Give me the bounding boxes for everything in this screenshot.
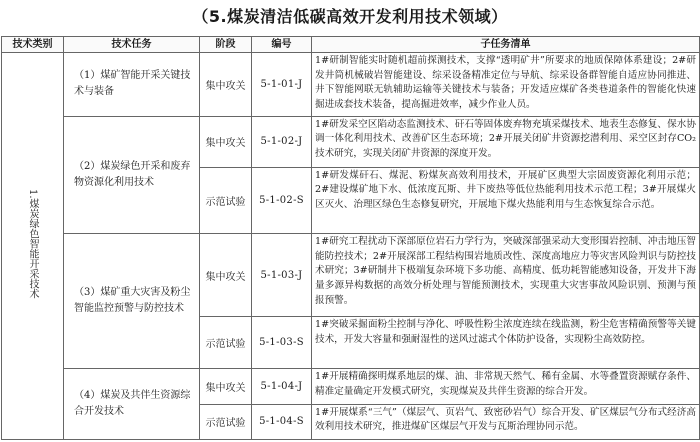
subtask-cell: 1#研制智能实时随机超前探测技术，支撑“透明矿井”所要求的地质保障体系建设；2#研发井筒机械破岩智能建设、综采设备精准定位与导航、综采设备群智能自适应协同推进、井下智能网联无轨辅助运输等关键技术与装备；开发适应煤矿各类巷道条件的智能化快速掘进成套技术装备，提高掘进效率，减少作业人员。 [312,53,700,117]
subtask-cell: 1#开展精确探明煤系地层的煤、油、非常规天然气、稀有金属、水等叠置资源赋存条件、精准定量确定开发模式研究，实现煤炭及共伴生资源的综合开发。 [312,369,700,404]
stage-cell: 集中攻关 [200,369,252,404]
code-cell: 5-1-03-S [252,317,312,369]
stage-cell: 示范试验 [200,317,252,369]
table-row [2,234,700,317]
task-cell: （1）煤矿智能开采关键技术与装备 [64,53,200,117]
table-header-row [2,37,700,53]
header-subtasks: 子任务清单 [312,37,700,53]
category-cell [2,53,64,440]
subtask-cell: 1#研发煤矸石、煤泥、粉煤灰高效利用技术，开展矿区典型大宗固废资源化利用示范；2#建设煤矿地下水、低浓度瓦斯、井下废热等低位热能利用技术示范工程；3#开展煤火区灭火、治理区绿色生态修复研究，开展地下煤火热能利用与生态恢复综合示范。 [312,167,700,234]
subtask-cell: 1#开展煤系“三气”（煤层气、页岩气、致密砂岩气）综合开发、矿区煤层气分布式经济高效利用技术研究，推进煤矿区煤层气开发与瓦斯治理协同示范。 [312,404,700,439]
code-cell: 5-1-02-S [252,167,312,234]
stage-cell: 集中攻关 [200,234,252,317]
tech-task-table [1,36,700,440]
task-cell: （4）煤炭及共伴生资源综合开发技术 [64,369,200,440]
subtask-cell: 1#突破采掘面粉尘控制与净化、呼吸性粉尘浓度连续在线监测，粉尘危害精确预警等关键技术，开发大容量和强耐湿性的送风过滤式个体防护设备，实现粉尘高效防控。 [312,317,700,369]
code-cell: 5-1-04-S [252,404,312,439]
page-title: （5.煤炭清洁低碳高效开发利用技术领域） [192,7,508,26]
code-cell: 5-1-02-J [252,116,312,167]
table-row [2,116,700,167]
code-cell: 5-1-03-J [252,234,312,317]
category-label: 1.煤炭绿色智能开采技术 [27,189,38,299]
stage-cell: 集中攻关 [200,53,252,117]
code-cell: 5-1-01-J [252,53,312,117]
code-cell: 5-1-04-J [252,369,312,404]
header-task: 技术任务 [64,37,200,53]
table-row [2,53,700,117]
task-cell: （3）煤矿重大灾害及粉尘智能监控预警与防控技术 [64,234,200,369]
table-row [2,369,700,404]
subtask-cell: 1#研发采空区陷动态监测技术、矸石等固体废弃物充填采煤技术、地表生态修复、保水协调一体化利用技术、改善矿区生态环境；2#开展关闭矿井资源挖潜利用、采空区封存CO₂技术研究，实现关闭矿井资源的深度开发。 [312,116,700,167]
stage-cell: 集中攻关 [200,116,252,167]
header-stage: 阶段 [200,37,252,53]
task-cell: （2）煤炭绿色开采和废弃物资源化利用技术 [64,116,200,233]
header-category: 技术类别 [2,37,64,53]
subtask-cell: 1#研究工程扰动下深部原位岩石力学行为，突破深部强采动大变形围岩控制、冲击地压智能防控技术；2#开展深部工程结构围岩地质改性、深度高地应力等灾害风险判识与防控技术研究；3#研制井下极端复杂环境下多功能、高精度、低功耗智能感知设备，开发井下海量多源异构数据的高效分析处理与智能预测技术，实现重大灾害事故风险识别、预测与预报预警。 [312,234,700,317]
header-code: 编号 [252,37,312,53]
stage-cell: 示范试验 [200,404,252,439]
stage-cell: 示范试验 [200,167,252,234]
